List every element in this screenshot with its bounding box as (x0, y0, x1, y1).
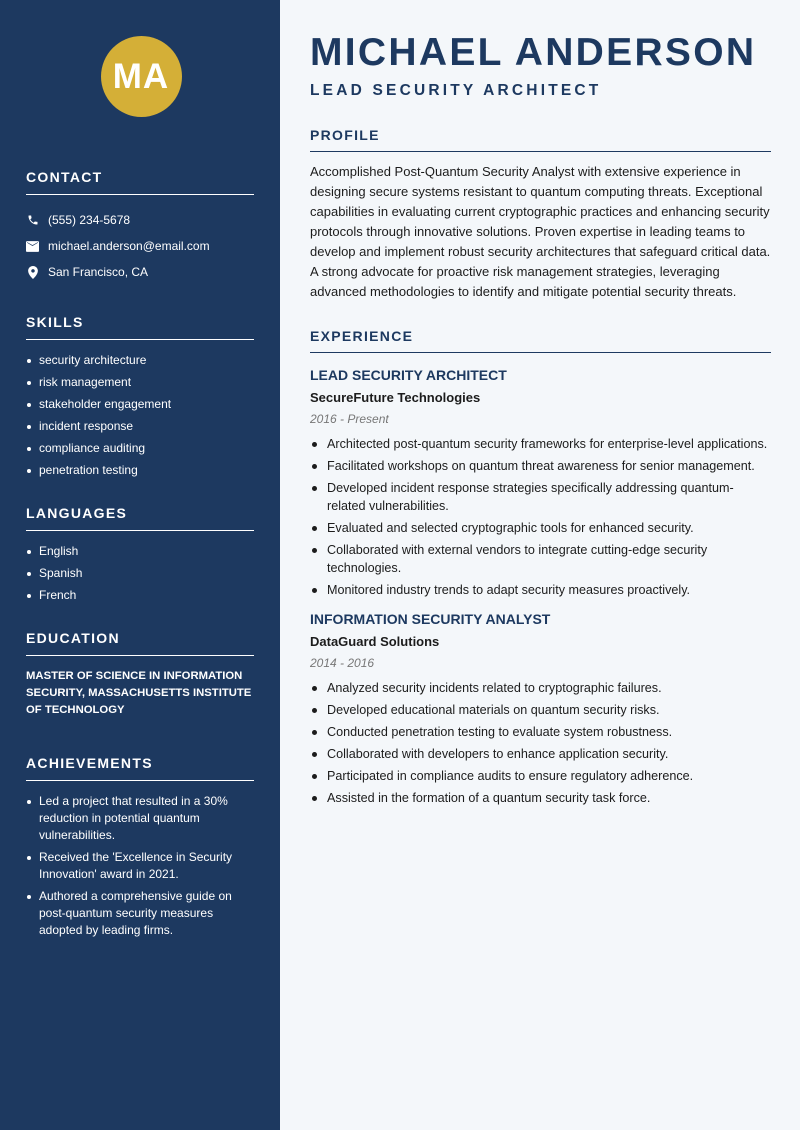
phone-icon (26, 214, 39, 227)
achievements-list (26, 793, 254, 939)
profile-title: PROFILE (310, 127, 771, 152)
job-dates: 2016 - Present (310, 412, 389, 426)
job-bullet: Collaborated with developers to enhance application security. (310, 745, 771, 763)
job-bullet: Monitored industry trends to adapt security measures proactively. (310, 581, 771, 599)
experience-section (310, 328, 771, 807)
language-item: English (26, 543, 254, 560)
achievement-item: Received the 'Excellence in Security Innovation' award in 2021. (26, 849, 254, 883)
languages-list (26, 543, 254, 604)
job-bullets (310, 435, 771, 599)
job-bullet: Developed educational materials on quantum security risks. (310, 701, 771, 719)
contact-location (26, 259, 254, 285)
job-bullet: Architected post-quantum security frameworks for enterprise-level applications. (310, 435, 771, 453)
job-bullet: Evaluated and selected cryptographic tools for enhanced security. (310, 519, 771, 537)
job-entry (310, 367, 771, 599)
job-bullet: Developed incident response strategies specifically addressing quantum-related vulnerabilities. (310, 479, 771, 515)
languages-title: LANGUAGES (26, 505, 254, 531)
skill-item: risk management (26, 374, 254, 391)
job-title: INFORMATION SECURITY ANALYST (310, 611, 551, 627)
skill-item: incident response (26, 418, 254, 435)
achievement-item: Led a project that resulted in a 30% reduction in potential quantum vulnerabilities. (26, 793, 254, 844)
achievements-title: ACHIEVEMENTS (26, 755, 254, 781)
job-bullet: Assisted in the formation of a quantum security task force. (310, 789, 771, 807)
job-company: DataGuard Solutions (310, 634, 440, 649)
education-section (26, 630, 254, 719)
experience-title: EXPERIENCE (310, 328, 771, 353)
profile-text: Accomplished Post-Quantum Security Analyst with extensive experience in designing secure systems resistant to quantum computing threats. Exceptional capabilities in evaluating current cryptographic practices and enhancing security protocols through innovative solutions. Proven expertise in leading teams to develop and implement robust security architectures that safeguard critical data. A strong advocate for proactive risk management strategies, leveraging advanced methodologies to identify and mitigate potential security threats. (310, 164, 771, 299)
email-icon (26, 240, 39, 253)
job-bullet: Conducted penetration testing to evaluate system robustness. (310, 723, 771, 741)
job-bullet: Facilitated workshops on quantum threat awareness for senior management. (310, 457, 771, 475)
job-bullet: Analyzed security incidents related to cryptographic failures. (310, 679, 771, 697)
main-content (280, 0, 800, 1130)
skills-section (26, 314, 254, 479)
language-item: Spanish (26, 565, 254, 582)
skills-list (26, 352, 254, 479)
contact-phone (26, 207, 254, 233)
achievements-section (26, 755, 254, 939)
avatar: MA (101, 36, 182, 117)
languages-section (26, 505, 254, 604)
skill-item: compliance auditing (26, 440, 254, 457)
location-pin-icon (26, 266, 39, 279)
contact-title: CONTACT (26, 169, 254, 195)
job-bullets (310, 679, 771, 807)
contact-email (26, 233, 254, 259)
education-degree: MASTER OF SCIENCE IN INFORMATION SECURITY, MASSACHUSETTS INSTITUTE OF TECHNOLOGY (26, 670, 252, 716)
job-entry (310, 611, 771, 807)
education-title: EDUCATION (26, 630, 254, 656)
skill-item: stakeholder engagement (26, 396, 254, 413)
job-title: LEAD SECURITY ARCHITECT (310, 367, 507, 383)
job-company: SecureFuture Technologies (310, 390, 481, 405)
job-bullet: Collaborated with external vendors to integrate cutting-edge security technologies. (310, 541, 771, 577)
contact-section (26, 169, 254, 285)
contact-location-text: San Francisco, CA (48, 265, 149, 279)
candidate-role: LEAD SECURITY ARCHITECT (310, 82, 602, 99)
profile-section (310, 127, 771, 302)
skill-item: penetration testing (26, 462, 254, 479)
job-dates: 2014 - 2016 (310, 656, 375, 670)
sidebar (0, 0, 280, 1130)
contact-email-text: michael.anderson@email.com (48, 239, 210, 253)
skills-title: SKILLS (26, 314, 254, 340)
skill-item: security architecture (26, 352, 254, 369)
job-bullet: Participated in compliance audits to ensure regulatory adherence. (310, 767, 771, 785)
language-item: French (26, 587, 254, 604)
contact-phone-text: (555) 234-5678 (48, 213, 131, 227)
achievement-item: Authored a comprehensive guide on post-quantum security measures adopted by leading firms. (26, 888, 254, 939)
candidate-name: MICHAEL ANDERSON (310, 31, 757, 74)
